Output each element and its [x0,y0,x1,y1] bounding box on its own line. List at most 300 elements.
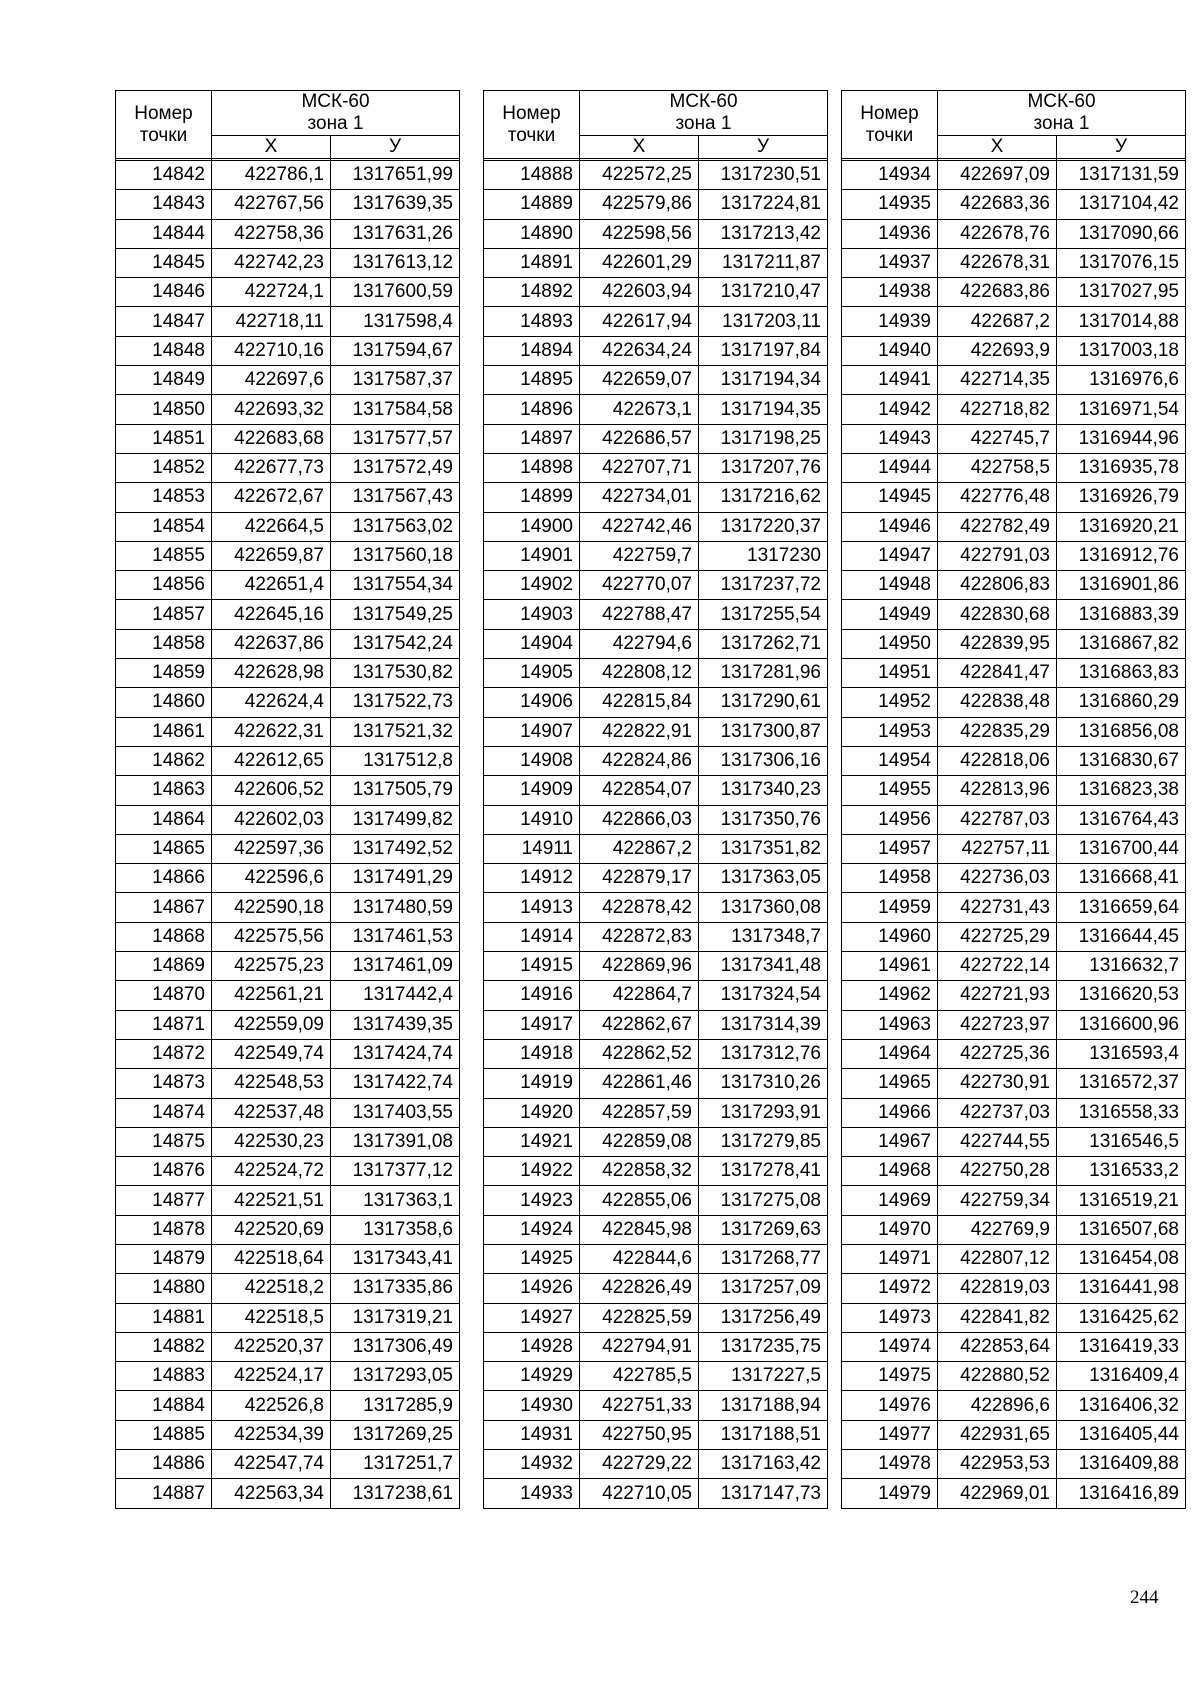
point-number-cell: 14845 [116,248,212,277]
y-coordinate-cell: 1317163,42 [699,1450,828,1479]
table-row [842,424,1186,453]
y-coordinate-cell: 1317300,87 [699,717,828,746]
y-coordinate-cell: 1316419,33 [1057,1332,1186,1361]
point-number-cell: 14842 [116,161,212,190]
y-coordinate-cell: 1316935,78 [1057,453,1186,482]
table-row [484,219,828,248]
table-row [116,629,460,658]
y-coordinate-cell: 1317598,4 [331,307,460,336]
x-coordinate-cell: 422767,56 [212,190,331,219]
y-coordinate-cell: 1316668,41 [1057,864,1186,893]
y-coordinate-cell: 1317343,41 [331,1244,460,1273]
y-coordinate-cell: 1317461,09 [331,952,460,981]
point-number-cell: 14944 [842,453,938,482]
table-row [484,278,828,307]
y-coordinate-cell: 1317235,75 [699,1332,828,1361]
table-row [116,161,460,190]
x-coordinate-cell: 422672,67 [212,483,331,512]
table-row [116,395,460,424]
point-number-cell: 14846 [116,278,212,307]
point-number-cell: 14942 [842,395,938,424]
point-number-cell: 14907 [484,717,580,746]
point-number-header: Номер точки [484,91,580,159]
point-number-cell: 14972 [842,1274,938,1303]
table-row [842,1332,1186,1361]
y-coordinate-cell: 1316700,44 [1057,834,1186,863]
table-row [116,1069,460,1098]
y-coordinate-cell: 1317542,24 [331,629,460,658]
point-number-cell: 14936 [842,219,938,248]
y-coordinate-cell: 1316546,5 [1057,1127,1186,1156]
point-number-cell: 14905 [484,659,580,688]
x-coordinate-cell: 422718,82 [938,395,1057,424]
x-coordinate-cell: 422651,4 [212,571,331,600]
table-row [842,453,1186,482]
x-coordinate-cell: 422601,29 [580,248,699,277]
y-coordinate-cell: 1316425,62 [1057,1303,1186,1332]
x-coordinate-cell: 422861,46 [580,1069,699,1098]
point-number-cell: 14910 [484,805,580,834]
point-number-cell: 14950 [842,629,938,658]
x-coordinate-cell: 422878,42 [580,893,699,922]
x-header: X [212,136,331,159]
table-row [484,424,828,453]
table-row [842,307,1186,336]
y-coordinate-cell: 1317230,51 [699,161,828,190]
y-coordinate-cell: 1317256,49 [699,1303,828,1332]
point-number-cell: 14900 [484,512,580,541]
zone-label: зона 1 [675,113,732,134]
x-coordinate-cell: 422549,74 [212,1039,331,1068]
point-number-cell: 14896 [484,395,580,424]
x-coordinate-cell: 422880,52 [938,1362,1057,1391]
y-coordinate-cell: 1317310,26 [699,1069,828,1098]
y-coordinate-cell: 1316976,6 [1057,366,1186,395]
x-coordinate-cell: 422853,64 [938,1332,1057,1361]
x-coordinate-cell: 422896,6 [938,1391,1057,1420]
x-coordinate-cell: 422603,94 [580,278,699,307]
table-row [116,746,460,775]
table-row [116,1450,460,1479]
y-coordinate-cell: 1316644,45 [1057,922,1186,951]
point-number-cell: 14862 [116,746,212,775]
point-number-cell: 14918 [484,1039,580,1068]
table-row [484,1215,828,1244]
x-coordinate-cell: 422835,29 [938,717,1057,746]
table-row [842,248,1186,277]
table-row [484,1420,828,1449]
y-coordinate-cell: 1317651,99 [331,161,460,190]
y-header: У [1057,136,1186,159]
x-coordinate-cell: 422862,67 [580,1010,699,1039]
table-row [484,922,828,951]
table-row [842,922,1186,951]
y-coordinate-cell: 1317278,41 [699,1157,828,1186]
x-coordinate-cell: 422776,48 [938,483,1057,512]
point-number-cell: 14933 [484,1479,580,1508]
x-coordinate-cell: 422686,57 [580,424,699,453]
y-coordinate-cell: 1316454,08 [1057,1244,1186,1273]
x-coordinate-cell: 422725,29 [938,922,1057,951]
point-number-cell: 14897 [484,424,580,453]
table-row [116,834,460,863]
point-number-cell: 14849 [116,366,212,395]
y-coordinate-cell: 1317293,91 [699,1098,828,1127]
table-row [116,512,460,541]
y-coordinate-cell: 1317257,09 [699,1274,828,1303]
point-number-cell: 14964 [842,1039,938,1068]
x-coordinate-cell: 422723,97 [938,1010,1057,1039]
x-coordinate-cell: 422602,03 [212,805,331,834]
x-coordinate-cell: 422596,6 [212,864,331,893]
y-coordinate-cell: 1317203,11 [699,307,828,336]
y-coordinate-cell: 1317147,73 [699,1479,828,1508]
point-number-cell: 14930 [484,1391,580,1420]
x-coordinate-cell: 422612,65 [212,746,331,775]
point-number-cell: 14843 [116,190,212,219]
table-row [842,805,1186,834]
table-row [484,161,828,190]
table-row [116,805,460,834]
x-coordinate-cell: 422597,36 [212,834,331,863]
y-coordinate-cell: 1317499,82 [331,805,460,834]
point-number-cell: 14923 [484,1186,580,1215]
x-coordinate-cell: 422575,56 [212,922,331,951]
x-coordinate-cell: 422563,34 [212,1479,331,1508]
x-coordinate-cell: 422678,31 [938,248,1057,277]
point-number-cell: 14914 [484,922,580,951]
table-row [842,512,1186,541]
x-coordinate-cell: 422813,96 [938,776,1057,805]
point-number-cell: 14885 [116,1420,212,1449]
x-coordinate-cell: 422683,86 [938,278,1057,307]
point-number-cell: 14848 [116,336,212,365]
x-coordinate-cell: 422731,43 [938,893,1057,922]
point-number-cell: 14917 [484,1010,580,1039]
table-row [116,893,460,922]
point-number-cell: 14858 [116,629,212,658]
point-number-cell: 14947 [842,541,938,570]
x-coordinate-cell: 422953,53 [938,1450,1057,1479]
y-coordinate-cell: 1316830,67 [1057,746,1186,775]
point-number-cell: 14927 [484,1303,580,1332]
x-coordinate-cell: 422707,71 [580,453,699,482]
y-coordinate-cell: 1317262,71 [699,629,828,658]
y-coordinate-cell: 1316823,38 [1057,776,1186,805]
point-number-cell: 14888 [484,161,580,190]
point-number-cell: 14974 [842,1332,938,1361]
point-number-cell: 14906 [484,688,580,717]
table-row [484,512,828,541]
point-number-cell: 14934 [842,161,938,190]
y-coordinate-cell: 1317358,6 [331,1215,460,1244]
point-number-cell: 14928 [484,1332,580,1361]
table-row [484,746,828,775]
point-number-cell: 14891 [484,248,580,277]
x-coordinate-cell: 422830,68 [938,600,1057,629]
y-coordinate-cell: 1317220,37 [699,512,828,541]
point-number-cell: 14853 [116,483,212,512]
y-coordinate-cell: 1317237,72 [699,571,828,600]
zone-label: зона 1 [307,113,364,134]
y-coordinate-cell: 1316406,32 [1057,1391,1186,1420]
y-coordinate-cell: 1317279,85 [699,1127,828,1156]
table-row [116,1303,460,1332]
point-number-cell: 14929 [484,1362,580,1391]
x-coordinate-cell: 422710,05 [580,1479,699,1508]
x-coordinate-cell: 422794,91 [580,1332,699,1361]
point-number-cell: 14899 [484,483,580,512]
y-coordinate-cell: 1317293,05 [331,1362,460,1391]
y-coordinate-cell: 1316944,96 [1057,424,1186,453]
table-row [116,1420,460,1449]
table-row [484,1127,828,1156]
point-number-cell: 14893 [484,307,580,336]
table-row [116,1098,460,1127]
x-coordinate-cell: 422750,95 [580,1420,699,1449]
point-number-cell: 14937 [842,248,938,277]
y-coordinate-cell: 1317363,05 [699,864,828,893]
x-coordinate-cell: 422664,5 [212,512,331,541]
table-row [842,161,1186,190]
x-coordinate-cell: 422683,36 [938,190,1057,219]
table-row [842,483,1186,512]
y-coordinate-cell: 1316860,29 [1057,688,1186,717]
point-number-cell: 14935 [842,190,938,219]
point-number-cell: 14873 [116,1069,212,1098]
y-coordinate-cell: 1317512,8 [331,746,460,775]
x-coordinate-cell: 422518,2 [212,1274,331,1303]
table-row [116,1362,460,1391]
point-number-cell: 14946 [842,512,938,541]
table-row [484,366,828,395]
system-label: МСК-60 [301,91,370,112]
x-coordinate-cell: 422770,07 [580,571,699,600]
point-number-cell: 14884 [116,1391,212,1420]
point-number-cell: 14960 [842,922,938,951]
point-number-cell: 14908 [484,746,580,775]
y-coordinate-cell: 1316926,79 [1057,483,1186,512]
x-coordinate-cell: 422826,49 [580,1274,699,1303]
point-number-cell: 14883 [116,1362,212,1391]
x-coordinate-cell: 422724,1 [212,278,331,307]
y-coordinate-cell: 1316659,64 [1057,893,1186,922]
y-coordinate-cell: 1316620,53 [1057,981,1186,1010]
point-number-cell: 14963 [842,1010,938,1039]
point-number-cell: 14898 [484,453,580,482]
y-coordinate-cell: 1317391,08 [331,1127,460,1156]
point-number-cell: 14909 [484,776,580,805]
point-number-cell: 14874 [116,1098,212,1127]
table-row [484,1332,828,1361]
table-row [484,1010,828,1039]
table-row [842,952,1186,981]
y-coordinate-cell: 1317439,35 [331,1010,460,1039]
y-coordinate-cell: 1317491,29 [331,864,460,893]
y-coordinate-cell: 1317422,74 [331,1069,460,1098]
table-row [116,190,460,219]
y-coordinate-cell: 1317351,82 [699,834,828,863]
y-coordinate-cell: 1317424,74 [331,1039,460,1068]
table-row [116,1274,460,1303]
point-number-cell: 14889 [484,190,580,219]
point-number-cell: 14959 [842,893,938,922]
point-number-cell: 14913 [484,893,580,922]
y-coordinate-cell: 1317238,61 [331,1479,460,1508]
table-row [116,571,460,600]
point-number-cell: 14965 [842,1069,938,1098]
point-number-cell: 14958 [842,864,938,893]
table-row [842,541,1186,570]
y-coordinate-cell: 1316867,82 [1057,629,1186,658]
x-coordinate-cell: 422734,01 [580,483,699,512]
coordinates-table-1 [115,90,460,1509]
table-row [484,805,828,834]
point-number-cell: 14970 [842,1215,938,1244]
point-number-cell: 14870 [116,981,212,1010]
y-coordinate-cell: 1317505,79 [331,776,460,805]
table-row [484,336,828,365]
point-number-cell: 14969 [842,1186,938,1215]
y-coordinate-cell: 1317335,86 [331,1274,460,1303]
y-coordinate-cell: 1317090,66 [1057,219,1186,248]
y-coordinate-cell: 1317319,21 [331,1303,460,1332]
point-number-cell: 14968 [842,1157,938,1186]
y-coordinate-cell: 1317188,51 [699,1420,828,1449]
x-coordinate-cell: 422518,64 [212,1244,331,1273]
table-row [116,1332,460,1361]
table-row [484,981,828,1010]
table-row [116,219,460,248]
x-coordinate-cell: 422824,86 [580,746,699,775]
y-coordinate-cell: 1317197,84 [699,336,828,365]
x-coordinate-cell: 422758,5 [938,453,1057,482]
y-coordinate-cell: 1316533,2 [1057,1157,1186,1186]
table-row [116,366,460,395]
y-coordinate-cell: 1317360,08 [699,893,828,922]
x-coordinate-cell: 422791,03 [938,541,1057,570]
x-coordinate-cell: 422693,9 [938,336,1057,365]
x-coordinate-cell: 422521,51 [212,1186,331,1215]
point-number-cell: 14952 [842,688,938,717]
point-number-cell: 14951 [842,659,938,688]
x-coordinate-cell: 422854,07 [580,776,699,805]
x-coordinate-cell: 422598,56 [580,219,699,248]
point-number-cell: 14859 [116,659,212,688]
x-coordinate-cell: 422590,18 [212,893,331,922]
point-number-cell: 14851 [116,424,212,453]
y-coordinate-cell: 1317340,23 [699,776,828,805]
y-coordinate-cell: 1317613,12 [331,248,460,277]
y-coordinate-cell: 1317224,81 [699,190,828,219]
table-row [842,219,1186,248]
table-row [842,629,1186,658]
y-header: У [331,136,460,159]
x-coordinate-cell: 422530,23 [212,1127,331,1156]
y-coordinate-cell: 1317268,77 [699,1244,828,1273]
table-row [842,1039,1186,1068]
x-coordinate-cell: 422757,11 [938,834,1057,863]
table-row [842,1391,1186,1420]
x-coordinate-cell: 422548,53 [212,1069,331,1098]
x-coordinate-cell: 422855,06 [580,1186,699,1215]
y-coordinate-cell: 1316409,88 [1057,1450,1186,1479]
y-coordinate-cell: 1317572,49 [331,453,460,482]
table-row [116,1039,460,1068]
y-coordinate-cell: 1317521,32 [331,717,460,746]
table-row [484,1362,828,1391]
y-coordinate-cell: 1317522,73 [331,688,460,717]
y-coordinate-cell: 1317492,52 [331,834,460,863]
table-row [116,1215,460,1244]
point-number-cell: 14921 [484,1127,580,1156]
point-number-cell: 14920 [484,1098,580,1127]
point-number-cell: 14852 [116,453,212,482]
point-number-cell: 14956 [842,805,938,834]
y-coordinate-cell: 1317213,42 [699,219,828,248]
x-coordinate-cell: 422931,65 [938,1420,1057,1449]
x-coordinate-cell: 422794,6 [580,629,699,658]
y-coordinate-cell: 1316901,86 [1057,571,1186,600]
point-number-cell: 14844 [116,219,212,248]
x-coordinate-cell: 422845,98 [580,1215,699,1244]
x-coordinate-cell: 422787,03 [938,805,1057,834]
x-coordinate-cell: 422617,94 [580,307,699,336]
point-number-cell: 14869 [116,952,212,981]
y-coordinate-cell: 1317207,76 [699,453,828,482]
y-coordinate-cell: 1317014,88 [1057,307,1186,336]
point-number-cell: 14895 [484,366,580,395]
y-coordinate-cell: 1317194,34 [699,366,828,395]
y-coordinate-cell: 1317554,34 [331,571,460,600]
table-body [842,159,1186,1509]
x-coordinate-cell: 422782,49 [938,512,1057,541]
y-coordinate-cell: 1317216,62 [699,483,828,512]
y-coordinate-cell: 1317350,76 [699,805,828,834]
y-coordinate-cell: 1316441,98 [1057,1274,1186,1303]
table-row [842,717,1186,746]
table-row [484,688,828,717]
table-row [842,893,1186,922]
x-coordinate-cell: 422710,16 [212,336,331,365]
table-row [484,864,828,893]
x-coordinate-cell: 422857,59 [580,1098,699,1127]
point-number-cell: 14949 [842,600,938,629]
table-row [842,659,1186,688]
y-header: У [699,136,828,159]
point-number-cell: 14903 [484,600,580,629]
table-row [116,717,460,746]
table-row [484,1244,828,1273]
x-coordinate-cell: 422714,35 [938,366,1057,395]
table-row [842,1069,1186,1098]
y-coordinate-cell: 1317251,7 [331,1450,460,1479]
table-row [484,717,828,746]
y-coordinate-cell: 1316405,44 [1057,1420,1186,1449]
table-row [116,776,460,805]
x-coordinate-cell: 422818,06 [938,746,1057,775]
x-coordinate-cell: 422872,83 [580,922,699,951]
x-coordinate-cell: 422572,25 [580,161,699,190]
table-row [116,453,460,482]
x-coordinate-cell: 422841,47 [938,659,1057,688]
point-number-cell: 14945 [842,483,938,512]
point-number-cell: 14978 [842,1450,938,1479]
table-row [842,395,1186,424]
point-number-cell: 14901 [484,541,580,570]
y-coordinate-cell: 1317341,48 [699,952,828,981]
point-number-cell: 14865 [116,834,212,863]
